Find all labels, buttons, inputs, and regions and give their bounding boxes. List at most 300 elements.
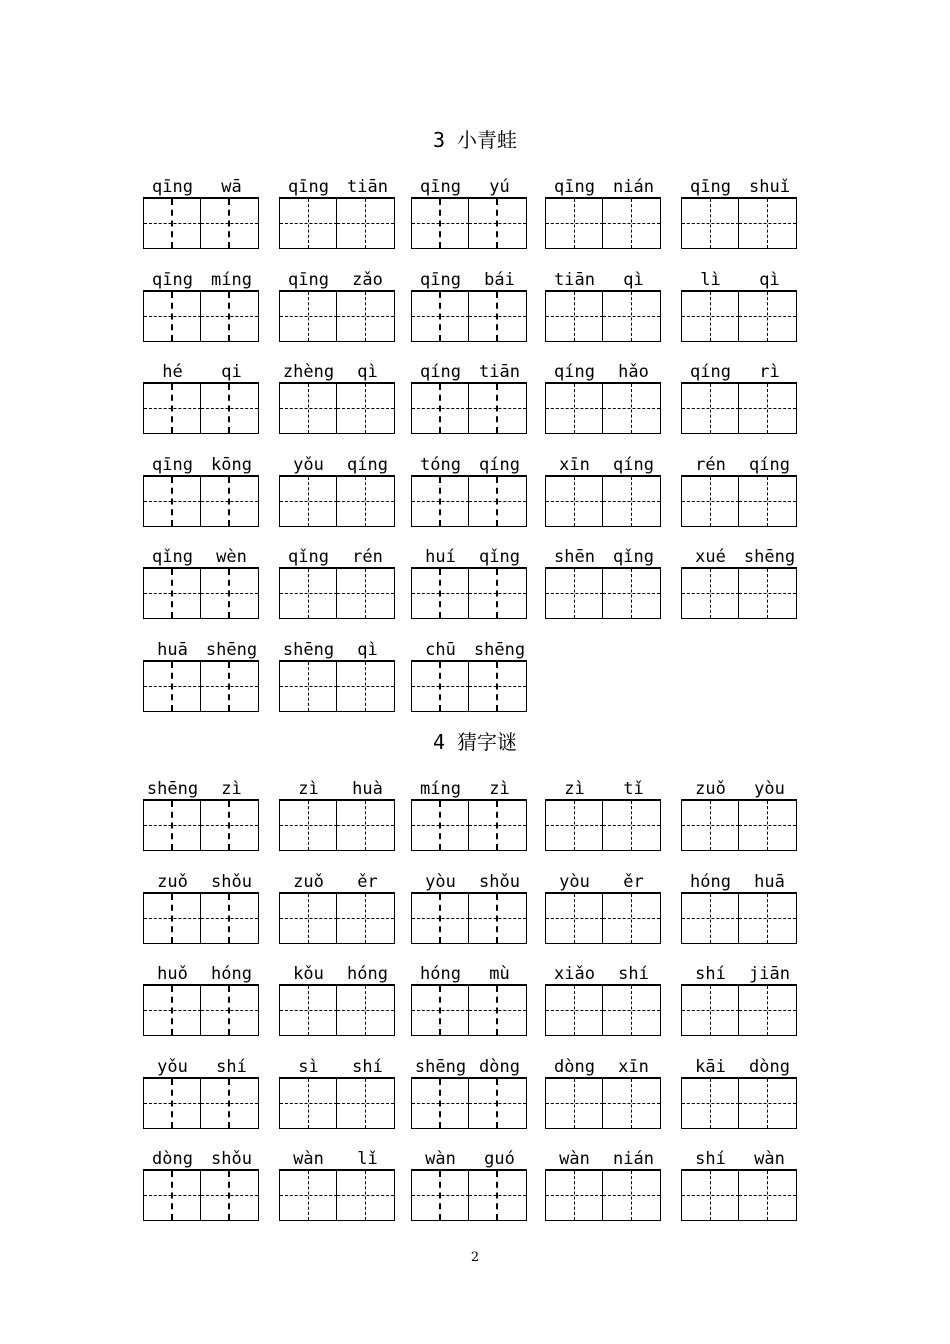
word-cell — [545, 546, 663, 638]
character-box[interactable] — [201, 477, 258, 526]
pinyin-syllable: huí — [425, 547, 456, 567]
tianzige-grid[interactable] — [545, 1077, 661, 1129]
character-box[interactable] — [739, 199, 796, 248]
tianzige-grid[interactable] — [143, 567, 259, 619]
character-box[interactable] — [546, 569, 603, 618]
word-cell — [545, 778, 663, 870]
guide-line-horizontal — [412, 593, 469, 594]
tianzige-grid[interactable] — [143, 382, 259, 434]
character-box[interactable] — [337, 894, 394, 943]
tianzige-grid[interactable] — [411, 660, 527, 712]
tianzige-grid[interactable] — [545, 567, 661, 619]
guide-line-horizontal — [469, 1010, 526, 1011]
character-box[interactable] — [201, 199, 258, 248]
guide-line-horizontal — [682, 501, 739, 502]
pinyin-pair — [279, 361, 397, 383]
pinyin-syllable: qīng — [420, 177, 461, 197]
tianzige-grid[interactable] — [545, 892, 661, 944]
tianzige-grid[interactable] — [545, 984, 661, 1036]
character-box[interactable] — [546, 894, 603, 943]
tianzige-grid[interactable] — [279, 475, 395, 527]
word-row — [0, 1148, 950, 1240]
tianzige-grid[interactable] — [143, 1169, 259, 1221]
character-box[interactable] — [201, 1171, 258, 1220]
tianzige-grid[interactable] — [143, 892, 259, 944]
character-box[interactable] — [546, 199, 603, 248]
character-box[interactable] — [469, 801, 526, 850]
pinyin-syllable: yǒu — [293, 454, 324, 475]
word-cell — [545, 871, 663, 963]
pinyin-syllable: qīng — [288, 177, 329, 197]
character-box[interactable] — [739, 384, 796, 433]
pinyin-syllable: tiān — [347, 177, 388, 197]
pinyin-pair — [411, 639, 529, 661]
tianzige-grid[interactable] — [279, 567, 395, 619]
tianzige-grid[interactable] — [279, 382, 395, 434]
character-box[interactable] — [603, 199, 660, 248]
guide-line-horizontal — [682, 1103, 739, 1104]
character-box[interactable] — [546, 801, 603, 850]
pinyin-syllable: lì — [700, 269, 721, 290]
tianzige-grid[interactable] — [279, 799, 395, 851]
character-box[interactable] — [280, 986, 337, 1035]
pinyin-syllable: shuǐ — [749, 177, 790, 197]
guide-line-horizontal — [739, 825, 796, 826]
word-row — [0, 176, 950, 268]
word-cell — [279, 1056, 397, 1148]
tianzige-grid[interactable] — [681, 1077, 797, 1129]
guide-line-horizontal — [337, 825, 394, 826]
pinyin-syllable: shēng — [414, 1056, 467, 1077]
guide-line-horizontal — [603, 918, 660, 919]
tianzige-grid[interactable] — [279, 892, 395, 944]
pinyin-pair — [411, 269, 529, 291]
character-box[interactable] — [603, 292, 660, 341]
pinyin-syllable: shēng — [282, 639, 335, 660]
character-box[interactable] — [546, 384, 603, 433]
character-box[interactable] — [603, 1171, 660, 1220]
guide-line-horizontal — [201, 1195, 258, 1196]
character-box[interactable] — [144, 986, 201, 1035]
guide-line-horizontal — [739, 1103, 796, 1104]
guide-line-horizontal — [280, 1103, 337, 1104]
guide-line-horizontal — [337, 593, 394, 594]
tianzige-grid[interactable] — [545, 382, 661, 434]
guide-line-horizontal — [337, 316, 394, 317]
pinyin-pair — [681, 454, 799, 476]
guide-line-horizontal — [603, 316, 660, 317]
tianzige-grid[interactable] — [411, 475, 527, 527]
character-box[interactable] — [201, 1079, 258, 1128]
tianzige-grid[interactable] — [545, 475, 661, 527]
pinyin-syllable: huā — [157, 639, 188, 660]
guide-line-horizontal — [412, 1010, 469, 1011]
pinyin-syllable: dòng — [152, 1149, 193, 1169]
word-cell — [411, 1148, 529, 1240]
tianzige-grid[interactable] — [411, 1169, 527, 1221]
pinyin-syllable: shēn — [554, 547, 595, 567]
guide-line-horizontal — [337, 686, 394, 687]
pinyin-syllable: kōng — [211, 454, 252, 475]
character-box[interactable] — [337, 569, 394, 618]
character-box[interactable] — [682, 477, 739, 526]
tianzige-grid[interactable] — [545, 290, 661, 342]
character-box[interactable] — [469, 662, 526, 711]
guide-line-horizontal — [201, 408, 258, 409]
character-box[interactable] — [739, 801, 796, 850]
character-box[interactable] — [469, 477, 526, 526]
pinyin-pair — [143, 176, 261, 198]
tianzige-grid[interactable] — [279, 1077, 395, 1129]
pinyin-syllable: zì — [221, 779, 242, 799]
tianzige-grid[interactable] — [411, 984, 527, 1036]
character-box[interactable] — [337, 1079, 394, 1128]
guide-line-horizontal — [603, 501, 660, 502]
character-box[interactable] — [682, 199, 739, 248]
pinyin-syllable: qǐng — [152, 547, 193, 567]
character-box[interactable] — [144, 894, 201, 943]
tianzige-grid[interactable] — [279, 290, 395, 342]
tianzige-grid[interactable] — [279, 197, 395, 249]
tianzige-grid[interactable] — [143, 984, 259, 1036]
guide-line-horizontal — [280, 408, 337, 409]
pinyin-syllable: zì — [489, 779, 510, 799]
tianzige-grid[interactable] — [681, 984, 797, 1036]
guide-line-horizontal — [144, 501, 201, 502]
character-box[interactable] — [280, 569, 337, 618]
character-box[interactable] — [603, 894, 660, 943]
character-box[interactable] — [412, 801, 469, 850]
pinyin-syllable: míng — [420, 779, 461, 799]
pinyin-pair — [681, 871, 799, 893]
character-box[interactable] — [469, 199, 526, 248]
character-box[interactable] — [337, 986, 394, 1035]
pinyin-syllable: huā — [754, 871, 785, 892]
pinyin-syllable: huà — [352, 779, 383, 799]
pinyin-syllable: xīn — [559, 454, 590, 475]
character-box[interactable] — [144, 199, 201, 248]
tianzige-grid[interactable] — [545, 197, 661, 249]
character-box[interactable] — [603, 384, 660, 433]
pinyin-syllable: yòu — [754, 779, 785, 799]
character-box[interactable] — [682, 1171, 739, 1220]
character-box[interactable] — [144, 569, 201, 618]
character-box[interactable] — [280, 662, 337, 711]
guide-line-horizontal — [469, 408, 526, 409]
character-box[interactable] — [603, 569, 660, 618]
character-box[interactable] — [412, 477, 469, 526]
character-box[interactable] — [603, 1079, 660, 1128]
tianzige-grid[interactable] — [143, 660, 259, 712]
pinyin-syllable: shēng — [743, 547, 796, 567]
tianzige-grid[interactable] — [681, 475, 797, 527]
character-box[interactable] — [469, 1079, 526, 1128]
pinyin-pair — [545, 871, 663, 893]
pinyin-syllable: shí — [618, 964, 649, 984]
tianzige-grid[interactable] — [411, 892, 527, 944]
character-box[interactable] — [469, 894, 526, 943]
character-box[interactable] — [144, 801, 201, 850]
character-box[interactable] — [201, 292, 258, 341]
tianzige-grid[interactable] — [279, 1169, 395, 1221]
pinyin-syllable: wàn — [559, 1149, 590, 1169]
character-box[interactable] — [144, 662, 201, 711]
tianzige-grid[interactable] — [279, 660, 395, 712]
character-box[interactable] — [603, 986, 660, 1035]
character-box[interactable] — [144, 1079, 201, 1128]
character-box[interactable] — [412, 662, 469, 711]
pinyin-syllable: shí — [352, 1056, 383, 1077]
pinyin-pair — [545, 454, 663, 476]
character-box[interactable] — [739, 986, 796, 1035]
tianzige-grid[interactable] — [681, 1169, 797, 1221]
word-cell — [279, 1148, 397, 1240]
character-box[interactable] — [412, 1171, 469, 1220]
pinyin-pair — [143, 1056, 261, 1078]
character-box[interactable] — [337, 384, 394, 433]
character-box[interactable] — [682, 292, 739, 341]
guide-line-horizontal — [682, 825, 739, 826]
character-box[interactable] — [469, 569, 526, 618]
character-box[interactable] — [280, 292, 337, 341]
character-box[interactable] — [682, 801, 739, 850]
pinyin-pair — [143, 871, 261, 893]
word-cell — [143, 361, 261, 453]
tianzige-grid[interactable] — [681, 290, 797, 342]
character-box[interactable] — [201, 986, 258, 1035]
pinyin-syllable: xīn — [618, 1056, 649, 1077]
pinyin-syllable: dòng — [554, 1056, 595, 1077]
pinyin-syllable: qíng — [347, 454, 388, 475]
character-box[interactable] — [546, 292, 603, 341]
character-box[interactable] — [280, 894, 337, 943]
guide-line-horizontal — [412, 686, 469, 687]
character-box[interactable] — [144, 477, 201, 526]
character-box[interactable] — [739, 292, 796, 341]
character-box[interactable] — [682, 1079, 739, 1128]
tianzige-grid[interactable] — [681, 197, 797, 249]
character-box[interactable] — [412, 199, 469, 248]
tianzige-grid[interactable] — [143, 290, 259, 342]
word-cell — [545, 1148, 663, 1240]
guide-line-horizontal — [144, 1195, 201, 1196]
word-row — [0, 871, 950, 963]
pinyin-pair — [681, 1148, 799, 1170]
guide-line-horizontal — [201, 501, 258, 502]
character-box[interactable] — [412, 894, 469, 943]
tianzige-grid[interactable] — [411, 290, 527, 342]
guide-line-horizontal — [412, 825, 469, 826]
word-cell — [681, 1148, 799, 1240]
character-box[interactable] — [412, 1079, 469, 1128]
guide-line-horizontal — [412, 408, 469, 409]
guide-line-horizontal — [469, 316, 526, 317]
pinyin-syllable: shǒu — [211, 1149, 252, 1169]
character-box[interactable] — [682, 569, 739, 618]
character-box[interactable] — [280, 199, 337, 248]
character-box[interactable] — [546, 1079, 603, 1128]
pinyin-syllable: qíng — [613, 454, 654, 475]
character-box[interactable] — [280, 801, 337, 850]
guide-line-horizontal — [280, 1010, 337, 1011]
character-box[interactable] — [546, 1171, 603, 1220]
pinyin-pair — [279, 1056, 397, 1078]
pinyin-pair — [143, 639, 261, 661]
pinyin-syllable: bái — [484, 269, 515, 290]
character-box[interactable] — [337, 292, 394, 341]
page-number: 2 — [470, 1250, 480, 1265]
tianzige-grid[interactable] — [279, 984, 395, 1036]
word-cell — [681, 778, 799, 870]
tianzige-grid[interactable] — [681, 799, 797, 851]
character-box[interactable] — [412, 292, 469, 341]
pinyin-pair — [411, 778, 529, 800]
character-box[interactable] — [337, 1171, 394, 1220]
tianzige-grid[interactable] — [681, 567, 797, 619]
tianzige-grid[interactable] — [143, 197, 259, 249]
pinyin-syllable: huǒ — [157, 964, 188, 984]
character-box[interactable] — [682, 384, 739, 433]
character-box[interactable] — [144, 1171, 201, 1220]
character-box[interactable] — [280, 1079, 337, 1128]
pinyin-syllable: qīng — [554, 177, 595, 197]
tianzige-grid[interactable] — [681, 382, 797, 434]
guide-line-horizontal — [546, 1010, 603, 1011]
pinyin-syllable: qīng — [690, 177, 731, 197]
character-box[interactable] — [546, 986, 603, 1035]
word-cell — [411, 269, 529, 361]
pinyin-syllable: nián — [613, 1149, 654, 1169]
character-box[interactable] — [412, 384, 469, 433]
character-box[interactable] — [469, 986, 526, 1035]
tianzige-grid[interactable] — [143, 475, 259, 527]
word-row — [0, 1056, 950, 1148]
pinyin-syllable: zuǒ — [157, 871, 188, 892]
character-box[interactable] — [280, 384, 337, 433]
pinyin-syllable: qíng — [420, 362, 461, 382]
pinyin-pair — [143, 963, 261, 985]
pinyin-pair — [143, 1148, 261, 1170]
tianzige-grid[interactable] — [545, 799, 661, 851]
tianzige-grid[interactable] — [143, 799, 259, 851]
character-box[interactable] — [337, 477, 394, 526]
guide-line-horizontal — [201, 1103, 258, 1104]
word-cell — [143, 546, 261, 638]
tianzige-grid[interactable] — [681, 892, 797, 944]
pinyin-syllable: qì — [759, 269, 780, 290]
pinyin-syllable: xiǎo — [554, 964, 595, 984]
character-box[interactable] — [280, 1171, 337, 1220]
tianzige-grid[interactable] — [545, 1169, 661, 1221]
word-cell — [143, 1056, 261, 1148]
pinyin-syllable: tiān — [554, 269, 595, 290]
character-box[interactable] — [739, 1171, 796, 1220]
guide-line-horizontal — [682, 316, 739, 317]
pinyin-syllable: jiān — [749, 964, 790, 984]
character-box[interactable] — [337, 662, 394, 711]
character-box[interactable] — [337, 801, 394, 850]
guide-line-horizontal — [144, 918, 201, 919]
word-cell — [279, 361, 397, 453]
pinyin-syllable: sì — [298, 1056, 319, 1077]
pinyin-pair — [279, 1148, 397, 1170]
pinyin-syllable: míng — [211, 269, 252, 290]
character-box[interactable] — [412, 986, 469, 1035]
word-cell — [681, 1056, 799, 1148]
character-box[interactable] — [144, 292, 201, 341]
guide-line-horizontal — [280, 1195, 337, 1196]
tianzige-grid[interactable] — [411, 1077, 527, 1129]
tianzige-grid[interactable] — [411, 799, 527, 851]
guide-line-horizontal — [337, 1103, 394, 1104]
character-box[interactable] — [201, 384, 258, 433]
guide-line-horizontal — [280, 223, 337, 224]
word-cell — [411, 1056, 529, 1148]
character-box[interactable] — [739, 894, 796, 943]
character-box[interactable] — [739, 477, 796, 526]
guide-line-horizontal — [739, 316, 796, 317]
guide-line-horizontal — [546, 825, 603, 826]
word-cell — [681, 871, 799, 963]
character-box[interactable] — [546, 477, 603, 526]
tianzige-grid[interactable] — [411, 197, 527, 249]
character-box[interactable] — [603, 801, 660, 850]
word-cell — [545, 176, 663, 268]
pinyin-syllable: yòu — [425, 871, 456, 892]
character-box[interactable] — [201, 662, 258, 711]
character-box[interactable] — [682, 894, 739, 943]
pinyin-syllable: mù — [489, 964, 510, 984]
character-box[interactable] — [201, 894, 258, 943]
guide-line-horizontal — [682, 1010, 739, 1011]
character-box[interactable] — [603, 477, 660, 526]
character-box[interactable] — [739, 1079, 796, 1128]
character-box[interactable] — [469, 384, 526, 433]
word-cell — [681, 176, 799, 268]
lesson-4-title: 4 猜字谜 — [432, 730, 518, 754]
word-row — [0, 454, 950, 546]
guide-line-horizontal — [546, 593, 603, 594]
character-box[interactable] — [201, 569, 258, 618]
pinyin-syllable: shǒu — [479, 871, 520, 892]
character-box[interactable] — [469, 292, 526, 341]
character-box[interactable] — [682, 986, 739, 1035]
character-box[interactable] — [739, 569, 796, 618]
character-box[interactable] — [201, 801, 258, 850]
pinyin-pair — [545, 176, 663, 198]
tianzige-grid[interactable] — [143, 1077, 259, 1129]
word-cell — [411, 546, 529, 638]
pinyin-pair — [143, 361, 261, 383]
tianzige-grid[interactable] — [411, 382, 527, 434]
pinyin-pair — [545, 546, 663, 568]
character-box[interactable] — [280, 477, 337, 526]
tianzige-grid[interactable] — [411, 567, 527, 619]
character-box[interactable] — [469, 1171, 526, 1220]
guide-line-horizontal — [546, 316, 603, 317]
guide-line-horizontal — [144, 1103, 201, 1104]
pinyin-pair — [545, 963, 663, 985]
pinyin-syllable: hóng — [690, 871, 731, 892]
character-box[interactable] — [337, 199, 394, 248]
guide-line-horizontal — [144, 223, 201, 224]
character-box[interactable] — [144, 384, 201, 433]
pinyin-syllable: qíng — [690, 362, 731, 382]
character-box[interactable] — [412, 569, 469, 618]
word-cell — [279, 454, 397, 546]
pinyin-syllable: wàn — [425, 1149, 456, 1169]
pinyin-syllable: qǐng — [613, 547, 654, 567]
